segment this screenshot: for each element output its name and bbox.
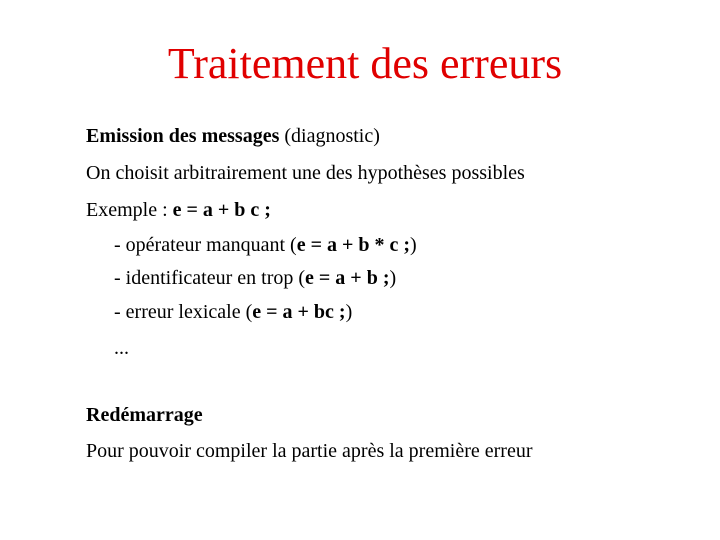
slide-title: Traitement des erreurs (167, 39, 563, 88)
example-label: Exemple : (86, 199, 173, 221)
list-item (114, 300, 352, 324)
item-prefix: - opérateur manquant ( (114, 234, 297, 256)
item-prefix: - identificateur en trop ( (114, 267, 306, 289)
example-line (86, 198, 271, 222)
hypothesis-line: On choisit arbitrairement une des hypothèses possibles (86, 162, 525, 184)
item-suffix: ) (389, 267, 397, 289)
item-code: e = a + b * c ; (296, 234, 411, 256)
list-item (114, 266, 396, 290)
item-code: e = a + b ; (305, 267, 390, 289)
item-suffix: ) (345, 301, 353, 323)
list-item (114, 233, 417, 257)
section-restart-heading: Redémarrage (86, 404, 203, 426)
example-code: e = a + b c ; (172, 199, 271, 221)
messages-heading-bold: Emission des messages (86, 125, 280, 147)
section-messages-heading (86, 124, 380, 148)
item-suffix: ) (410, 234, 417, 256)
ellipsis: ... (114, 337, 129, 359)
messages-heading-rest: (diagnostic) (279, 125, 380, 147)
item-code: e = a + bc ; (252, 301, 346, 323)
item-prefix: - erreur lexicale ( (114, 301, 253, 323)
restart-text: Pour pouvoir compiler la partie après la première erreur (86, 440, 533, 462)
